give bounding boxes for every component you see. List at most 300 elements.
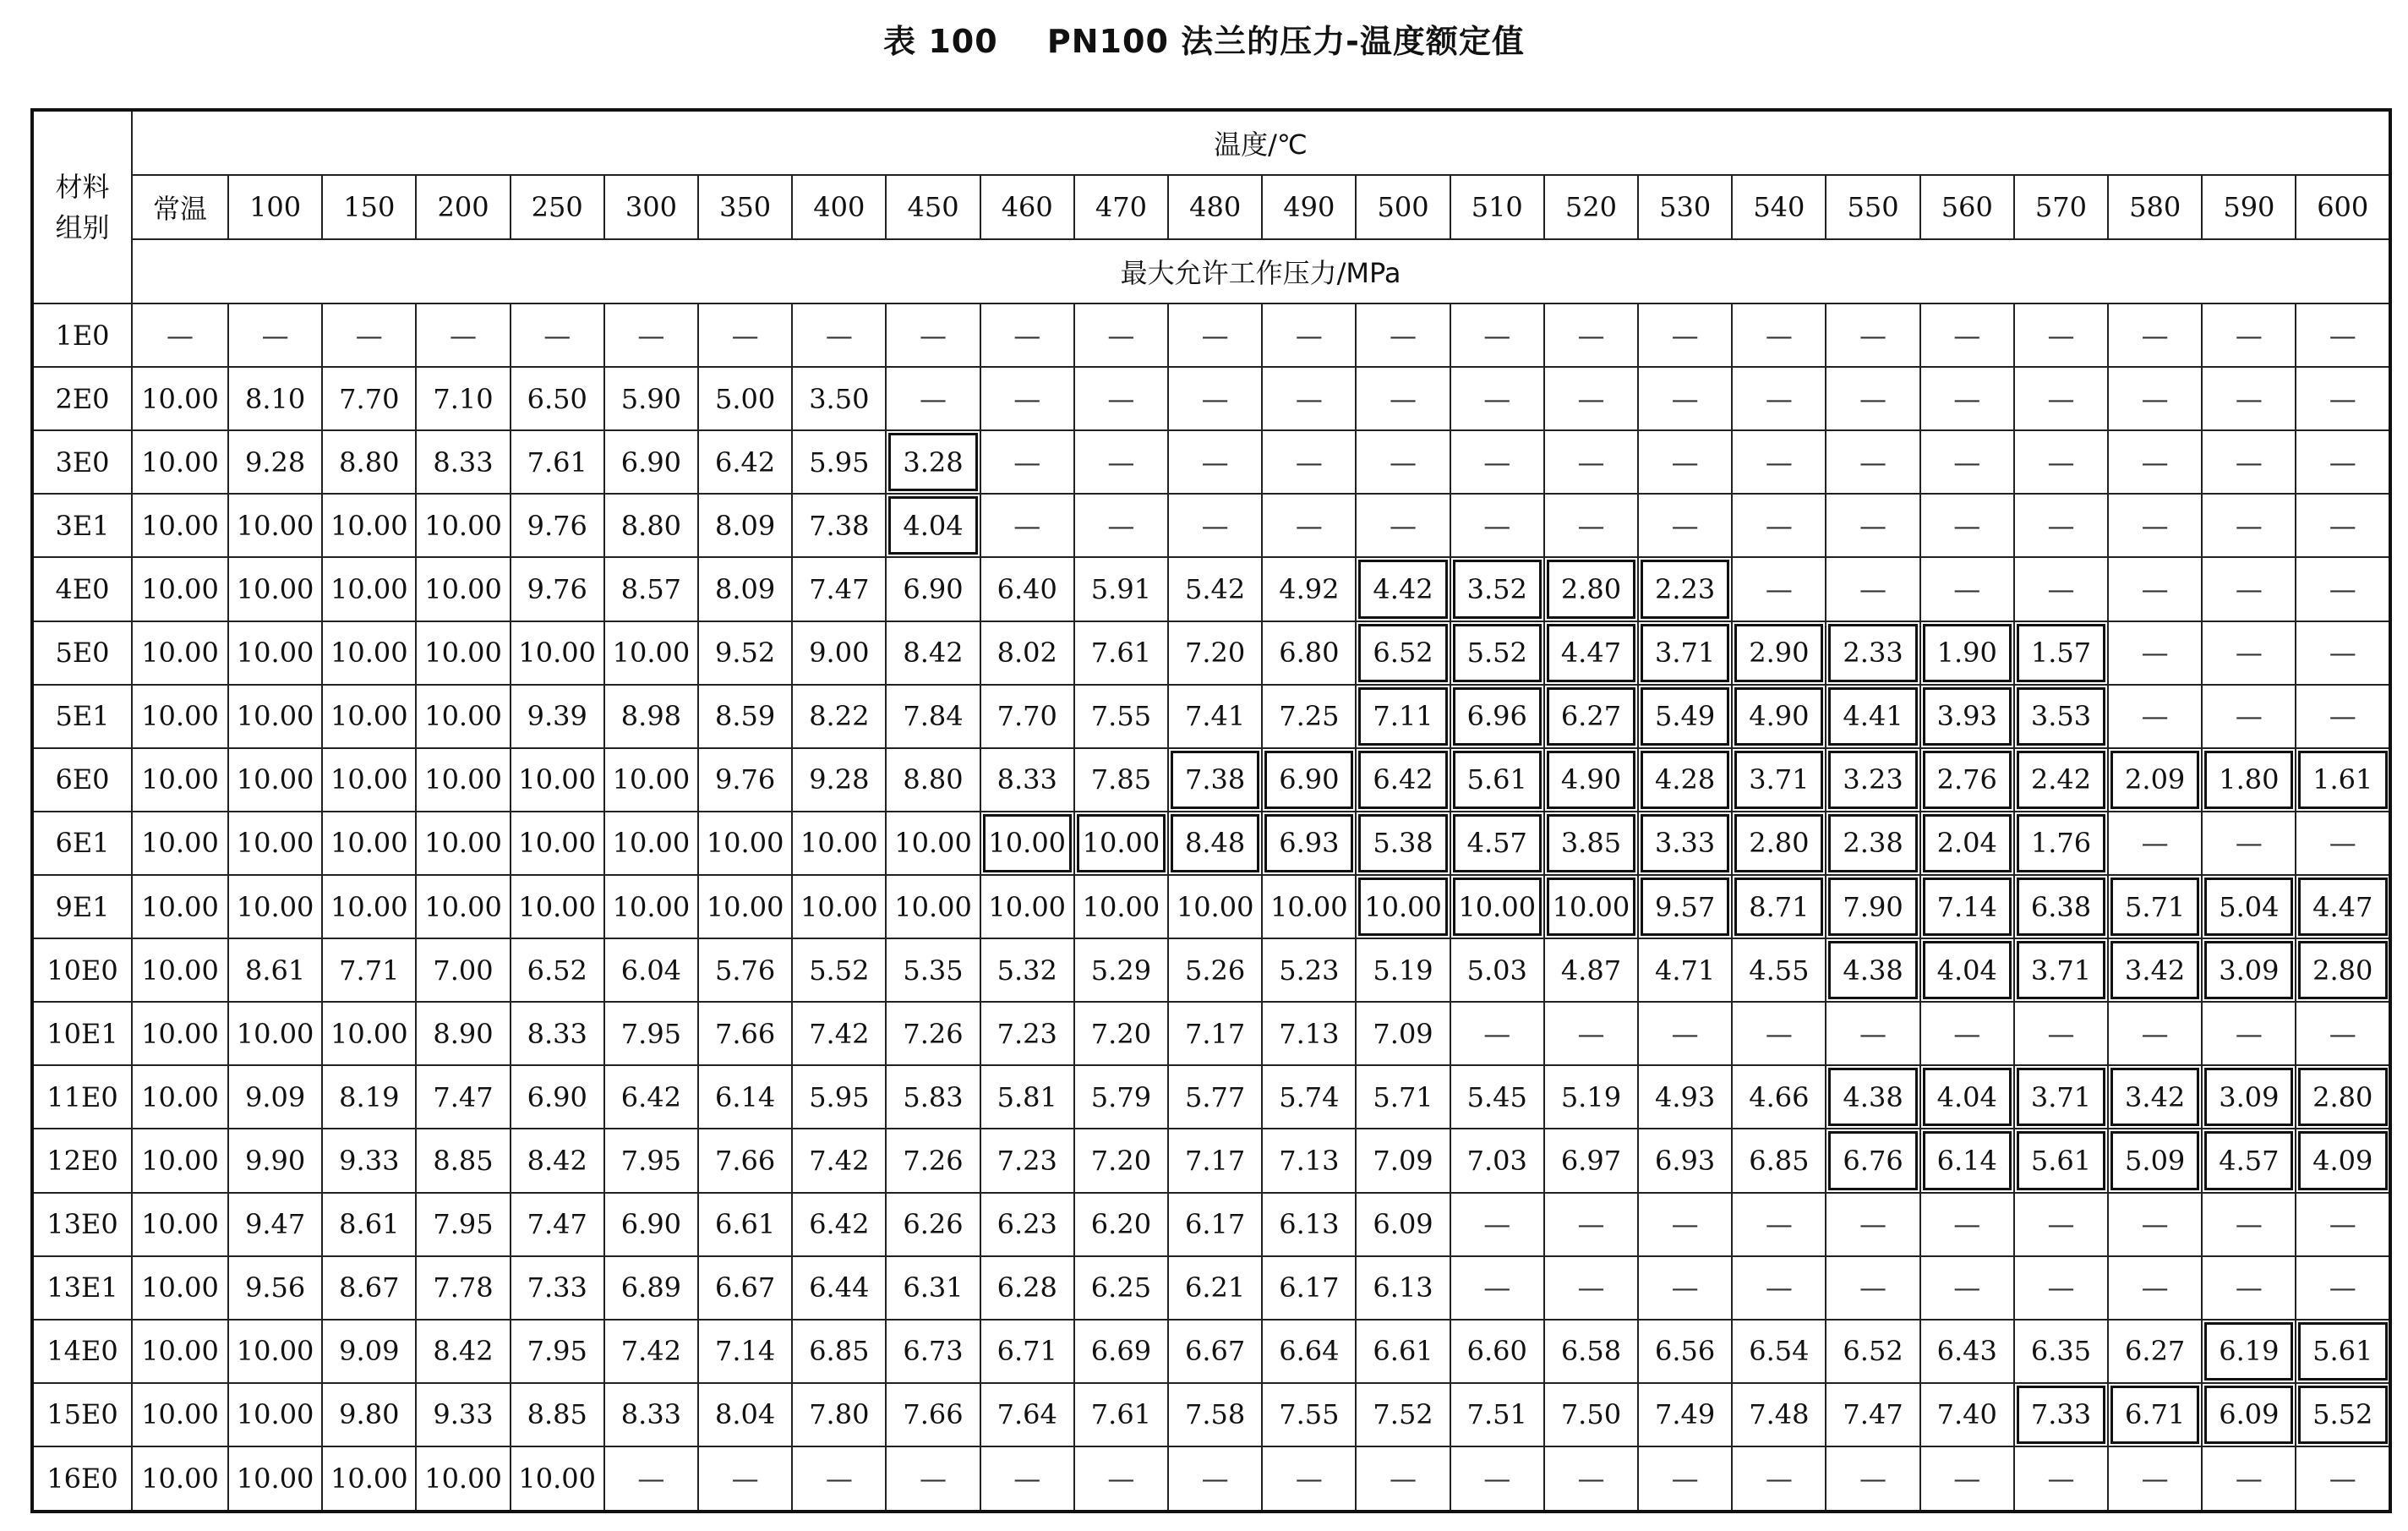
pressure-cell: 6.43 [1920,1320,2014,1383]
temperature-col-header: 530 [1638,175,1732,239]
pressure-cell: 9.76 [511,494,604,557]
pressure-cell: 8.09 [698,494,792,557]
pressure-cell: 1.76 [2014,812,2108,875]
pressure-cell: 6.52 [1826,1320,1919,1383]
pressure-cell: 6.42 [792,1193,886,1256]
table-caption: PN100 法兰的压力-温度额定值 [1046,23,1525,60]
pressure-cell: 5.19 [1544,1065,1638,1129]
pressure-cell: — [2014,1446,2108,1512]
pressure-cell: 7.38 [1168,748,1262,812]
pressure-cell: 4.90 [1732,685,1826,748]
pressure-cell: 7.09 [1356,1129,1450,1192]
pressure-cell: 8.80 [604,494,698,557]
pressure-cell: 7.23 [980,1002,1074,1065]
pressure-cell: — [511,303,604,367]
pressure-cell: 6.23 [980,1193,1074,1256]
pressure-cell: 10.00 [1450,875,1544,938]
pressure-cell: — [2014,367,2108,430]
pressure-cell: 7.71 [322,938,416,1002]
temperature-col-header: 600 [2296,175,2390,239]
pressure-cell: 10.00 [792,875,886,938]
pressure-cell: 6.40 [980,557,1074,621]
pressure-cell: 5.35 [886,938,980,1002]
pressure-cell: 5.32 [980,938,1074,1002]
pressure-cell: 10.00 [792,812,886,875]
pressure-cell: — [1450,494,1544,557]
pressure-cell: — [1544,367,1638,430]
pressure-cell: 8.48 [1168,812,1262,875]
pressure-cell: — [1168,1446,1262,1512]
pressure-cell: 10.00 [132,1065,228,1129]
pressure-cell: 5.45 [1450,1065,1544,1129]
pressure-cell: — [1920,367,2014,430]
pressure-cell: 10.00 [416,875,510,938]
pressure-cell: — [1732,1256,1826,1320]
pressure-cell: 9.39 [511,685,604,748]
pressure-cell: — [1826,430,1919,494]
pressure-cell: 8.42 [416,1320,510,1383]
pressure-cell: 9.00 [792,621,886,685]
pressure-cell: 5.83 [886,1065,980,1129]
pressure-cell: — [1638,494,1732,557]
pressure-cell: — [980,1446,1074,1512]
pressure-cell: 10.00 [132,1193,228,1256]
pressure-cell: 10.00 [228,557,322,621]
pressure-cell: 6.42 [604,1065,698,1129]
pressure-cell: 8.59 [698,685,792,748]
pressure-cell: 4.93 [1638,1065,1732,1129]
temperature-col-header: 300 [604,175,698,239]
pressure-cell: 5.09 [2108,1129,2202,1192]
pressure-cell: 7.42 [792,1129,886,1192]
pressure-cell: — [2014,494,2108,557]
material-group-cell: 2E0 [32,367,132,430]
pressure-cell: 9.28 [792,748,886,812]
pressure-cell: 5.23 [1262,938,1356,1002]
pressure-cell: 10.00 [416,812,510,875]
pressure-cell: 7.47 [1826,1383,1919,1446]
material-group-cell: 6E1 [32,812,132,875]
pressure-cell: 2.33 [1826,621,1919,685]
pressure-cell: 7.09 [1356,1002,1450,1065]
pressure-cell: 6.54 [1732,1320,1826,1383]
pressure-cell: — [1826,303,1919,367]
pressure-cell: — [1356,303,1450,367]
pressure-cell: 10.00 [132,812,228,875]
pressure-cell: 8.85 [511,1383,604,1446]
pressure-cell: 6.93 [1262,812,1356,875]
pressure-cell: — [2108,1256,2202,1320]
pressure-cell: 2.09 [2108,748,2202,812]
material-group-cell: 15E0 [32,1383,132,1446]
pressure-cell: 7.03 [1450,1129,1544,1192]
table-number: 表 100 [883,23,998,60]
pressure-cell: — [1074,494,1168,557]
pressure-cell: 6.14 [698,1065,792,1129]
pressure-cell: 6.19 [2202,1320,2296,1383]
pressure-cell: 2.04 [1920,812,2014,875]
pressure-cell: 2.38 [1826,812,1919,875]
pressure-cell: — [416,303,510,367]
temperature-col-header: 480 [1168,175,1262,239]
pressure-cell: — [1544,1193,1638,1256]
material-group-cell: 5E0 [32,621,132,685]
pressure-cell: — [1262,1446,1356,1512]
pressure-cell: 6.21 [1168,1256,1262,1320]
pressure-cell: 5.77 [1168,1065,1262,1129]
pressure-cell: 7.70 [322,367,416,430]
table-row [32,685,2390,748]
table-row [32,1002,2390,1065]
pressure-cell: — [792,303,886,367]
pressure-cell: 10.00 [228,1002,322,1065]
pressure-cell: 10.00 [322,748,416,812]
pressure-cell: 5.81 [980,1065,1074,1129]
pressure-cell: — [1826,367,1919,430]
pressure-cell: 10.00 [228,685,322,748]
pressure-cell: 6.90 [511,1065,604,1129]
pressure-cell: 4.38 [1826,938,1919,1002]
pressure-cell: 2.76 [1920,748,2014,812]
pressure-cell: — [2108,812,2202,875]
pressure-cell: 6.52 [511,938,604,1002]
material-group-cell: 4E0 [32,557,132,621]
pressure-cell: 9.76 [698,748,792,812]
pressure-cell: 10.00 [886,875,980,938]
pressure-cell: 7.52 [1356,1383,1450,1446]
pressure-cell: — [1544,1256,1638,1320]
pressure-cell: 6.90 [604,1193,698,1256]
pressure-cell: — [1544,1002,1638,1065]
temperature-col-header: 350 [698,175,792,239]
material-group-cell: 10E0 [32,938,132,1002]
pressure-cell: — [1826,1002,1919,1065]
pressure-cell: 7.13 [1262,1002,1356,1065]
pressure-cell: — [2202,430,2296,494]
pressure-cell: 8.33 [511,1002,604,1065]
pressure-cell: 10.00 [132,1383,228,1446]
pressure-cell: 6.35 [2014,1320,2108,1383]
pressure-cell: 6.27 [1544,685,1638,748]
pressure-cell: 6.50 [511,367,604,430]
pressure-cell: 10.00 [228,621,322,685]
pressure-cell: 10.00 [416,1446,510,1512]
pressure-cell: — [1450,367,1544,430]
pressure-cell: — [2108,1002,2202,1065]
material-group-header [32,110,132,303]
pressure-cell: 6.80 [1262,621,1356,685]
pressure-cell: 3.71 [2014,1065,2108,1129]
pressure-cell: 7.47 [511,1193,604,1256]
pressure-cell: 4.66 [1732,1065,1826,1129]
pressure-cell: — [2014,303,2108,367]
pressure-cell: — [1450,1002,1544,1065]
pressure-cell: 7.41 [1168,685,1262,748]
table-row [32,1129,2390,1192]
pressure-cell: — [1356,494,1450,557]
pressure-cell: 7.10 [416,367,510,430]
pressure-cell: 6.38 [2014,875,2108,938]
pressure-cell: 9.56 [228,1256,322,1320]
pressure-cell: — [886,303,980,367]
pressure-cell: — [322,303,416,367]
pressure-cell: — [132,303,228,367]
pressure-cell: 6.26 [886,1193,980,1256]
table-row [32,621,2390,685]
material-group-cell: 12E0 [32,1129,132,1192]
pressure-cell: 5.76 [698,938,792,1002]
pressure-cell: 5.90 [604,367,698,430]
pressure-cell: 9.76 [511,557,604,621]
pressure-cell: 10.00 [604,812,698,875]
pressure-cell: 6.20 [1074,1193,1168,1256]
pressure-cell: 6.09 [1356,1193,1450,1256]
pressure-cell: — [2108,430,2202,494]
pressure-cell: — [2202,685,2296,748]
pressure-cell: 10.00 [604,875,698,938]
pressure-cell: 3.52 [1450,557,1544,621]
pressure-cell: — [1356,367,1450,430]
pressure-cell: 10.00 [132,875,228,938]
pressure-cell: 6.27 [2108,1320,2202,1383]
pressure-cell: 7.26 [886,1129,980,1192]
pressure-cell: 10.00 [511,1446,604,1512]
pressure-cell: 8.33 [604,1383,698,1446]
table-title [0,15,2408,62]
pressure-cell: 10.00 [1262,875,1356,938]
pressure-cell: — [1920,494,2014,557]
pressure-cell: 3.23 [1826,748,1919,812]
pressure-cell: — [2202,1193,2296,1256]
pressure-cell: 9.09 [322,1320,416,1383]
material-group-cell: 5E1 [32,685,132,748]
pressure-cell: 6.93 [1638,1129,1732,1192]
pressure-cell: — [698,303,792,367]
pressure-cell: — [1262,367,1356,430]
pressure-cell: — [1544,494,1638,557]
pressure-cell: 2.80 [2296,1065,2390,1129]
pressure-cell: — [2108,621,2202,685]
pressure-cell: 6.42 [1356,748,1450,812]
pressure-cell: 6.90 [604,430,698,494]
pressure-cell: — [792,1446,886,1512]
pressure-cell: — [1262,494,1356,557]
pressure-cell: 4.47 [2296,875,2390,938]
pressure-cell: 7.49 [1638,1383,1732,1446]
pressure-cell: 3.71 [1638,621,1732,685]
pressure-cell: 10.00 [511,748,604,812]
pressure-cell: — [1168,494,1262,557]
pressure-cell: 6.73 [886,1320,980,1383]
pressure-cell: 6.90 [1262,748,1356,812]
pressure-cell: — [1074,367,1168,430]
pressure-cell: 9.33 [416,1383,510,1446]
pressure-cell: 6.25 [1074,1256,1168,1320]
pressure-cell: 6.69 [1074,1320,1168,1383]
pressure-cell: — [698,1446,792,1512]
temperature-col-header: 400 [792,175,886,239]
pressure-cell: 10.00 [1074,875,1168,938]
material-group-label: 材料组别 [55,171,110,243]
pressure-cell: — [2296,1193,2390,1256]
temperature-col-header: 520 [1544,175,1638,239]
pressure-cell: — [1826,557,1919,621]
pressure-cell: 10.00 [322,1446,416,1512]
pressure-cell: 10.00 [604,748,698,812]
pressure-cell: 5.52 [792,938,886,1002]
pressure-cell: 4.92 [1262,557,1356,621]
pressure-cell: 4.41 [1826,685,1919,748]
pressure-cell: 5.61 [2296,1320,2390,1383]
pressure-cell: 7.26 [886,1002,980,1065]
temperature-col-header: 540 [1732,175,1826,239]
pressure-temperature-table [30,108,2392,1513]
pressure-cell: 7.23 [980,1129,1074,1192]
pressure-cell: 2.23 [1638,557,1732,621]
pressure-cell: 4.38 [1826,1065,1919,1129]
pressure-cell: 3.33 [1638,812,1732,875]
pressure-cell: 4.90 [1544,748,1638,812]
pressure-cell: — [2296,812,2390,875]
pressure-cell: 9.09 [228,1065,322,1129]
pressure-cell: 5.00 [698,367,792,430]
pressure-cell: 10.00 [132,685,228,748]
pressure-cell: 7.11 [1356,685,1450,748]
header-row-pressure [32,239,2390,303]
pressure-cell: 7.95 [511,1320,604,1383]
pressure-cell: 10.00 [322,685,416,748]
pressure-cell: 10.00 [1168,875,1262,938]
pressure-cell: — [2014,1256,2108,1320]
material-group-cell: 3E1 [32,494,132,557]
pressure-cell: 10.00 [322,875,416,938]
material-group-cell: 1E0 [32,303,132,367]
pressure-cell: 3.85 [1544,812,1638,875]
pressure-cell: 10.00 [511,812,604,875]
pressure-cell: 10.00 [604,621,698,685]
pressure-cell: 7.38 [792,494,886,557]
pressure-cell: 8.80 [322,430,416,494]
table-row [32,812,2390,875]
pressure-cell: 8.85 [416,1129,510,1192]
pressure-cell: 6.89 [604,1256,698,1320]
pressure-cell: 10.00 [228,1446,322,1512]
pressure-cell: 7.66 [698,1129,792,1192]
pressure-cell: 7.14 [698,1320,792,1383]
pressure-cell: 10.00 [322,812,416,875]
pressure-cell: 10.00 [416,557,510,621]
pressure-cell: 6.17 [1262,1256,1356,1320]
pressure-cell: 1.61 [2296,748,2390,812]
pressure-cell: 7.13 [1262,1129,1356,1192]
pressure-cell: — [1920,1446,2014,1512]
pressure-cell: — [2202,367,2296,430]
pressure-cell: 10.00 [132,494,228,557]
pressure-cell: — [1638,1002,1732,1065]
pressure-cell: 7.90 [1826,875,1919,938]
pressure-cell: 8.04 [698,1383,792,1446]
pressure-cell: 10.00 [698,812,792,875]
pressure-cell: — [1544,303,1638,367]
pressure-cell: — [2108,1446,2202,1512]
pressure-cell: 4.87 [1544,938,1638,1002]
pressure-cell: — [980,367,1074,430]
pressure-cell: — [1826,1256,1919,1320]
pressure-cell: 10.00 [228,1320,322,1383]
pressure-cell: 6.17 [1168,1193,1262,1256]
pressure-cell: 6.13 [1262,1193,1356,1256]
temperature-header: 温度/℃ [132,110,2390,175]
pressure-cell: — [1920,557,2014,621]
pressure-cell: 1.90 [1920,621,2014,685]
pressure-cell: 10.00 [416,685,510,748]
pressure-cell: 7.95 [604,1129,698,1192]
pressure-cell: 7.66 [886,1383,980,1446]
pressure-cell: — [1732,1193,1826,1256]
pressure-cell: — [1168,303,1262,367]
table-container [30,108,2392,1513]
pressure-cell: 4.55 [1732,938,1826,1002]
pressure-cell: 6.64 [1262,1320,1356,1383]
pressure-cell: — [980,494,1074,557]
pressure-cell: 10.00 [132,748,228,812]
pressure-cell: 7.17 [1168,1129,1262,1192]
temperature-col-header: 490 [1262,175,1356,239]
pressure-cell: 7.14 [1920,875,2014,938]
pressure-cell: — [1544,1446,1638,1512]
pressure-cell: — [2296,1002,2390,1065]
pressure-cell: — [1732,557,1826,621]
pressure-cell: — [2296,303,2390,367]
pressure-cell: 8.61 [322,1193,416,1256]
pressure-cell: — [1920,430,2014,494]
pressure-cell: 7.78 [416,1256,510,1320]
pressure-cell: 10.00 [322,557,416,621]
pressure-cell: 6.13 [1356,1256,1450,1320]
pressure-cell: — [604,1446,698,1512]
pressure-cell: 4.42 [1356,557,1450,621]
pressure-cell: 6.96 [1450,685,1544,748]
pressure-cell: — [2014,557,2108,621]
pressure-cell: 7.47 [416,1065,510,1129]
pressure-cell: — [1638,367,1732,430]
pressure-cell: 7.64 [980,1383,1074,1446]
pressure-cell: 8.19 [322,1065,416,1129]
pressure-cell: — [2202,303,2296,367]
pressure-cell: 5.74 [1262,1065,1356,1129]
pressure-cell: 4.04 [886,494,980,557]
header-row-temperature-values [32,175,2390,239]
pressure-cell: 5.19 [1356,938,1450,1002]
pressure-cell: — [1356,430,1450,494]
pressure-cell: — [886,1446,980,1512]
pressure-cell: 1.57 [2014,621,2108,685]
table-row [32,748,2390,812]
pressure-cell: 7.66 [698,1002,792,1065]
pressure-cell: 6.61 [698,1193,792,1256]
pressure-cell: — [2014,430,2108,494]
pressure-cell: 3.71 [2014,938,2108,1002]
pressure-cell: 7.17 [1168,1002,1262,1065]
pressure-cell: 6.61 [1356,1320,1450,1383]
pressure-cell: 7.42 [792,1002,886,1065]
pressure-cell: 10.00 [228,494,322,557]
pressure-cell: 7.25 [1262,685,1356,748]
pressure-cell: 5.04 [2202,875,2296,938]
pressure-cell: 6.71 [980,1320,1074,1383]
table-row [32,494,2390,557]
pressure-cell: 5.29 [1074,938,1168,1002]
